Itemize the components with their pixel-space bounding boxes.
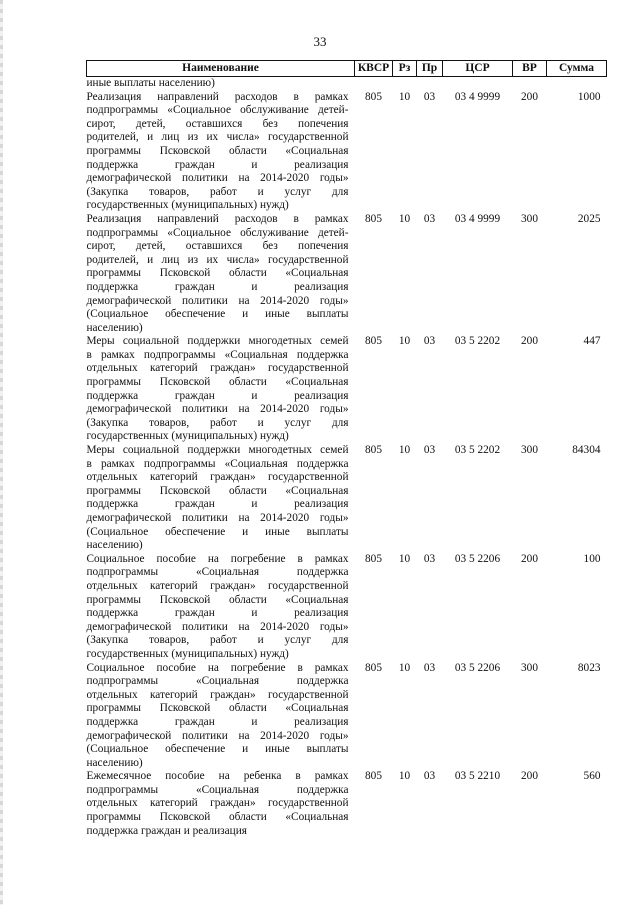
row-name-line: населению): [86, 321, 143, 334]
row-name-line: Реализация направлений расходов в рамках: [86, 90, 349, 103]
continuation-text: иные выплаты населению): [86, 77, 215, 89]
table-row: [87, 335, 607, 444]
row-kvsr: 805: [365, 770, 382, 783]
row-name-line: программы Псковской области «Социальная: [86, 702, 349, 715]
row-name-line: подпрограммы «Социальное обслуживание детей-: [86, 226, 349, 239]
row-name-line: поддержка граждан и реализация: [86, 824, 247, 837]
row-name-line: отдельных категорий граждан» государственной: [86, 797, 349, 810]
col-header-vr: ВР: [513, 61, 547, 77]
row-name-line: демографической политики на 2014-2020 годы»: [86, 294, 349, 307]
row-name-line: Реализация направлений расходов в рамках: [86, 212, 349, 225]
row-name-line: поддержка граждан и реализация: [86, 389, 349, 402]
row-name-line: демографической политики на 2014-2020 годы»: [86, 512, 349, 524]
row-name-line: (Закупка товаров, работ и услуг для: [86, 185, 349, 198]
row-kvsr: 805: [365, 90, 382, 103]
table-row: [87, 553, 607, 662]
row-name-line: в рамках подпрограммы «Социальная поддержка: [86, 348, 349, 361]
row-rz: 10: [398, 335, 411, 348]
row-csr: 03 5 2206: [454, 661, 501, 674]
row-sum: 84304: [572, 444, 601, 457]
row-name-line: программы Псковской области «Социальная: [86, 593, 349, 606]
row-name-line: подпрограммы «Социальная поддержка: [86, 783, 349, 796]
row-pr: 03: [423, 661, 436, 674]
row-name: [87, 213, 355, 335]
row-name-line: подпрограммы «Социальное обслуживание детей-: [86, 104, 349, 117]
row-sum: 560: [583, 770, 601, 783]
row-csr: 03 5 2202: [454, 335, 501, 348]
row-name-line: поддержка граждан и реализация: [86, 498, 349, 511]
row-name-line: населению): [86, 756, 143, 769]
row-pr: 03: [423, 770, 436, 783]
row-name-line: отдельных категорий граждан» государственной: [86, 579, 349, 592]
row-name: [87, 770, 355, 838]
row-name-line: государственных (муниципальных) нужд): [86, 430, 289, 443]
row-name-line: сирот, детей, оставшихся без попечения: [86, 117, 349, 130]
row-vr: 300: [521, 212, 538, 225]
row-rz: 10: [398, 212, 411, 225]
row-name-line: программы Псковской области «Социальная: [86, 267, 349, 280]
page-number: 33: [313, 34, 327, 49]
row-sum: 8023: [577, 661, 601, 674]
row-sum: 100: [583, 552, 601, 565]
col-header-name: Наименование: [87, 61, 355, 77]
table-body: [87, 77, 607, 839]
row-name: [87, 335, 355, 444]
row-kvsr: 805: [365, 552, 382, 565]
row-vr: 300: [521, 444, 538, 457]
col-header-rz: Рз: [393, 61, 417, 77]
row-vr: 200: [521, 90, 538, 103]
row-name-line: Социальное пособие на погребение в рамках: [86, 661, 349, 674]
row-name-line: поддержка граждан и реализация: [86, 715, 349, 728]
row-sum: 447: [583, 335, 601, 348]
row-name-line: государственных (муниципальных) нужд): [86, 647, 289, 660]
row-name-line: государственных (муниципальных) нужд): [86, 199, 289, 212]
row-csr: 03 5 2210: [454, 770, 501, 783]
row-name-line: сирот, детей, оставшихся без попечения: [86, 240, 349, 253]
table-row: [87, 662, 607, 771]
row-name-line: родителей, и лиц из их числа» государственной: [86, 131, 349, 144]
scan-edge: [0, 0, 3, 905]
row-vr: 300: [521, 661, 538, 674]
row-name-line: Социальное пособие на погребение в рамках: [86, 552, 349, 565]
continuation-row: [87, 77, 607, 91]
row-csr: 03 4 9999: [454, 212, 501, 225]
row-name-line: программы Псковской области «Социальная: [86, 811, 349, 824]
row-name-line: в рамках подпрограммы «Социальная поддержка: [86, 457, 349, 470]
row-name: [87, 91, 355, 213]
table-row: [87, 770, 607, 838]
table-row: [87, 444, 607, 553]
row-rz: 10: [398, 90, 411, 103]
row-name-line: подпрограммы «Социальная поддержка: [86, 675, 349, 688]
row-name-line: (Закупка товаров, работ и услуг для: [86, 634, 349, 647]
row-name-line: демографической политики на 2014-2020 годы»: [86, 172, 349, 185]
table-row: [87, 213, 607, 335]
row-csr: 03 4 9999: [454, 90, 501, 103]
row-kvsr: 805: [365, 661, 382, 674]
row-kvsr: 805: [365, 444, 382, 457]
table-row: [87, 91, 607, 213]
row-rz: 10: [398, 770, 411, 783]
row-name-line: поддержка граждан и реализация: [86, 607, 349, 620]
row-name-line: поддержка граждан и реализация: [86, 280, 349, 293]
col-header-kvsr: КВСР: [355, 61, 393, 77]
table-header-row: [87, 61, 607, 77]
row-name-line: (Социальное обеспечение и иные выплаты: [86, 743, 349, 756]
budget-table: [86, 60, 607, 838]
row-csr: 03 5 2206: [454, 552, 501, 565]
row-name-line: Ежемесячное пособие на ребенка в рамках: [86, 770, 349, 783]
row-sum: 1000: [577, 90, 601, 103]
row-name-line: отдельных категорий граждан» государственной: [86, 362, 349, 375]
row-pr: 03: [423, 212, 436, 225]
row-kvsr: 805: [365, 212, 382, 225]
col-header-pr: Пр: [417, 61, 443, 77]
row-name-line: (Закупка товаров, работ и услуг для: [86, 416, 349, 429]
row-pr: 03: [423, 444, 436, 457]
row-name-line: поддержка граждан и реализация: [86, 158, 349, 171]
row-name-line: программы Псковской области «Социальная: [86, 484, 349, 497]
row-rz: 10: [398, 552, 411, 565]
col-header-sum: Сумма: [547, 61, 607, 77]
row-name-line: Меры социальной поддержки многодетных семей: [86, 335, 349, 348]
row-rz: 10: [398, 661, 411, 674]
row-kvsr: 805: [365, 335, 382, 348]
row-name-line: отдельных категорий граждан» государственной: [86, 688, 349, 701]
row-name-line: населению): [86, 539, 143, 552]
row-name-line: демографической политики на 2014-2020 годы»: [86, 620, 349, 633]
row-name-line: Меры социальной поддержки многодетных семей: [86, 444, 349, 457]
row-name-line: программы Псковской области «Социальная: [86, 376, 349, 389]
row-name-line: (Социальное обеспечение и иные выплаты: [86, 525, 349, 538]
row-rz: 10: [398, 444, 411, 457]
col-header-csr: ЦСР: [443, 61, 513, 77]
row-name-line: подпрограммы «Социальная поддержка: [86, 566, 349, 579]
row-vr: 200: [521, 552, 538, 565]
row-name-line: отдельных категорий граждан» государственной: [86, 471, 349, 484]
row-pr: 03: [423, 552, 436, 565]
row-pr: 03: [423, 335, 436, 348]
row-sum: 2025: [577, 212, 601, 225]
row-vr: 200: [521, 335, 538, 348]
row-name: [87, 444, 355, 553]
row-csr: 03 5 2202: [454, 444, 501, 457]
row-pr: 03: [423, 90, 436, 103]
row-name-line: программы Псковской области «Социальная: [86, 144, 349, 157]
row-name: [87, 553, 355, 662]
row-name-line: демографической политики на 2014-2020 годы»: [86, 729, 349, 742]
row-name: [87, 662, 355, 771]
row-name-line: родителей, и лиц из их числа» государственной: [86, 253, 349, 266]
row-name-line: (Социальное обеспечение и иные выплаты: [86, 308, 349, 321]
row-name-line: демографической политики на 2014-2020 годы»: [86, 403, 349, 416]
row-vr: 200: [521, 770, 538, 783]
